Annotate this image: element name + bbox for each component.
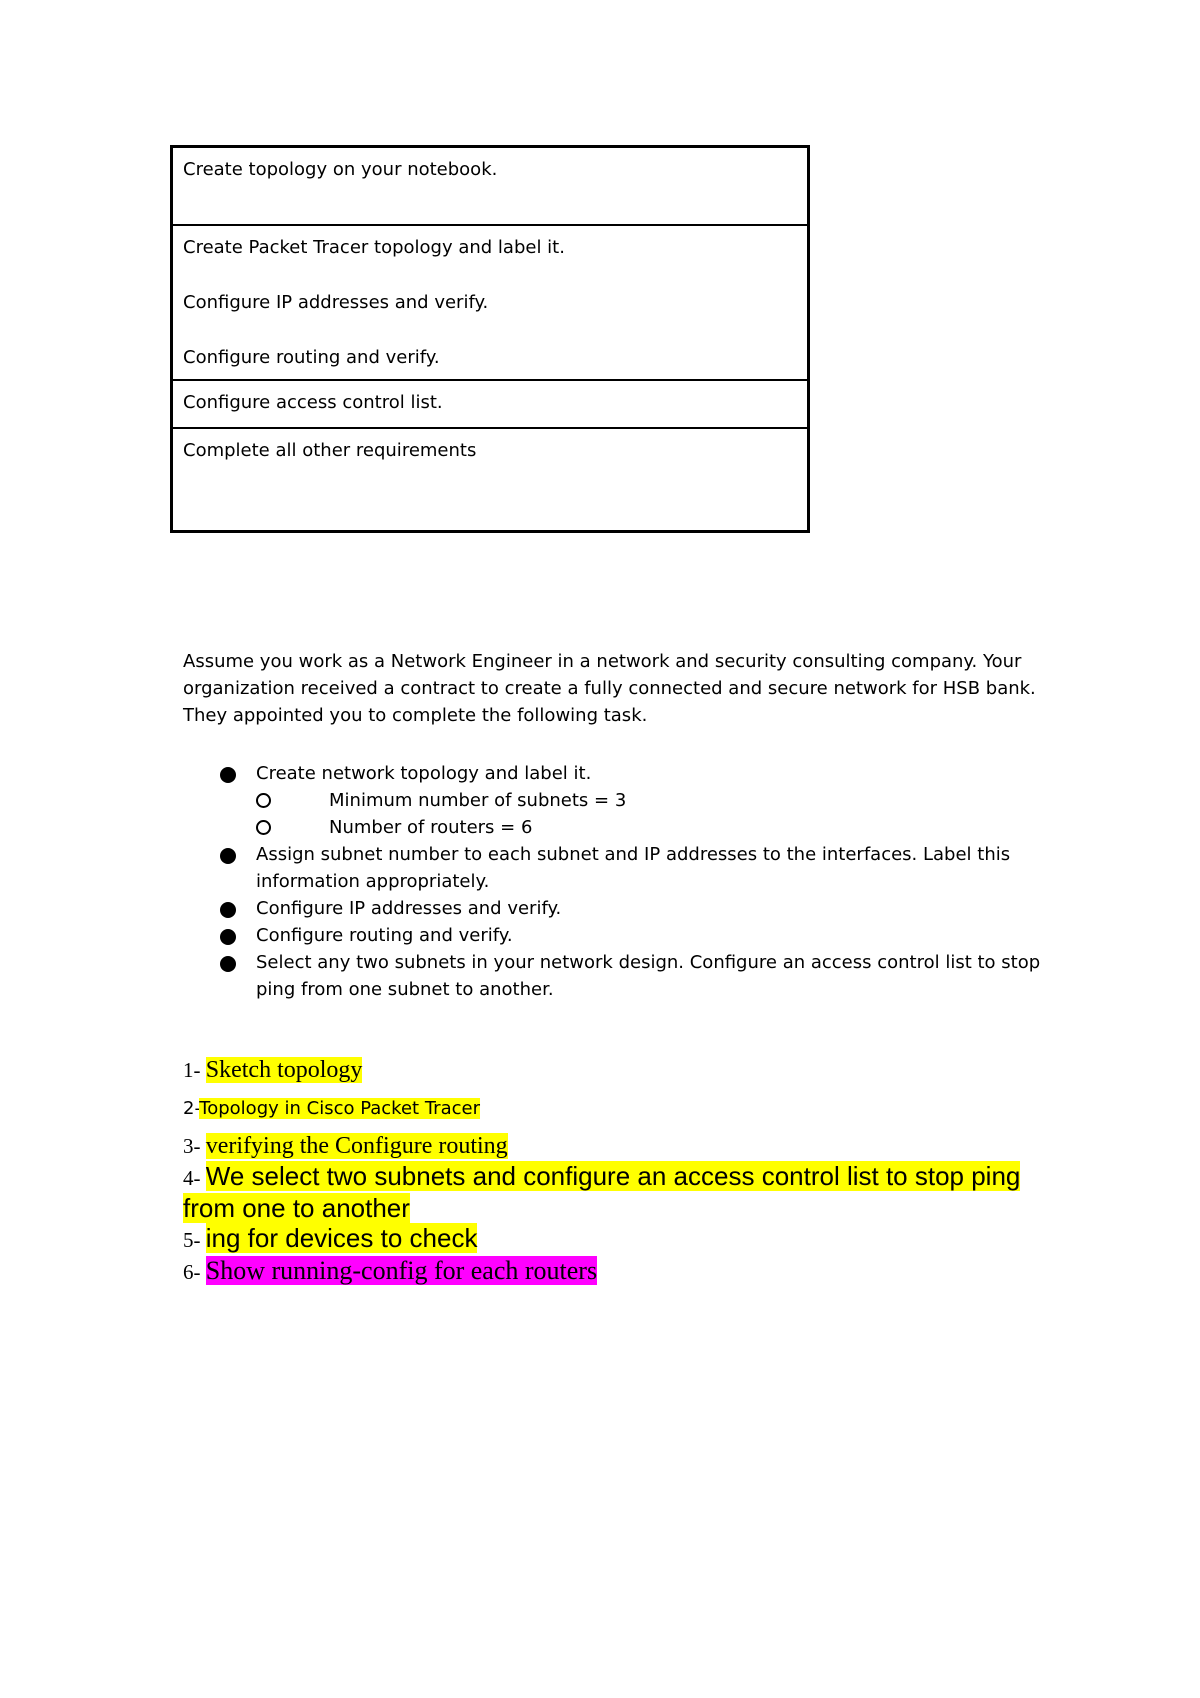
list-item <box>183 895 1043 922</box>
sub-list-item <box>256 814 1043 841</box>
list-item <box>183 841 1043 895</box>
step-number: 4- <box>183 1166 206 1190</box>
step-5 <box>183 1223 1083 1255</box>
step-text: We select two subnets and configure an access control list to stop ping from one to another <box>183 1161 1021 1223</box>
step-text: Topology in Cisco Packet Tracer <box>199 1098 480 1119</box>
table-row <box>172 428 809 532</box>
step-number: 5- <box>183 1228 206 1252</box>
table-cell-text: Configure access control list. <box>183 392 443 413</box>
step-number: 2- <box>183 1098 200 1119</box>
hollow-bullet-icon <box>256 793 271 808</box>
step-number: 3- <box>183 1134 206 1158</box>
list-item-text: Select any two subnets in your network design. Configure an access control list to stop ping from one subnet to another. <box>256 952 1041 1000</box>
table-cell-text: Configure IP addresses and verify. <box>183 292 489 313</box>
table-cell-text: Configure routing and verify. <box>183 347 440 368</box>
table-cell <box>172 147 809 226</box>
bullet-icon <box>220 848 236 864</box>
step-4 <box>183 1161 1023 1223</box>
sub-list-item-text: Minimum number of subnets = 3 <box>329 790 627 811</box>
step-6 <box>183 1255 1083 1288</box>
step-number: 6- <box>183 1260 206 1284</box>
bullet-icon <box>220 767 236 783</box>
bullet-icon <box>220 929 236 945</box>
bullet-icon <box>220 902 236 918</box>
table-row <box>172 380 809 428</box>
list-item <box>183 760 1043 841</box>
list-item-text: Create network topology and label it. <box>256 763 592 784</box>
step-text: ing for devices to check <box>205 1223 478 1253</box>
sub-list <box>256 787 1043 841</box>
step-1 <box>183 1055 1083 1085</box>
sub-list-item <box>256 787 1043 814</box>
table-cell-text: Create Packet Tracer topology and label it. <box>183 237 565 258</box>
list-item-text: Assign subnet number to each subnet and IP addresses to the interfaces. Label this information appropriately. <box>256 844 1011 892</box>
table-cell-text: Complete all other requirements <box>183 440 477 461</box>
list-item-text: Configure IP addresses and verify. <box>256 898 562 919</box>
hollow-bullet-icon <box>256 820 271 835</box>
requirements-table <box>170 145 810 533</box>
bullet-icon <box>220 956 236 972</box>
step-text: Sketch topology <box>205 1057 363 1083</box>
table-row <box>172 147 809 226</box>
steps-list <box>183 1055 1083 1288</box>
step-2 <box>183 1095 1083 1123</box>
list-item-text: Configure routing and verify. <box>256 925 513 946</box>
step-number: 1- <box>183 1058 206 1082</box>
list-item <box>183 949 1043 1003</box>
intro-paragraph: Assume you work as a Network Engineer in a network and security consulting company. Your organization received a contract to create a fully connected and secure network for HSB bank. They appointed you to complete the following task. <box>183 651 1036 726</box>
sub-list-item-text: Number of routers = 6 <box>329 817 533 838</box>
list-item <box>183 922 1043 949</box>
table-cell <box>172 380 809 428</box>
table-cell <box>172 225 809 380</box>
step-3 <box>183 1131 1083 1161</box>
table-row <box>172 225 809 380</box>
step-text: verifying the Configure routing <box>205 1133 508 1159</box>
table-cell <box>172 428 809 532</box>
task-list <box>183 760 1043 1003</box>
table-cell-text: Create topology on your notebook. <box>183 159 498 180</box>
step-text: Show running-config for each routers <box>205 1256 598 1285</box>
